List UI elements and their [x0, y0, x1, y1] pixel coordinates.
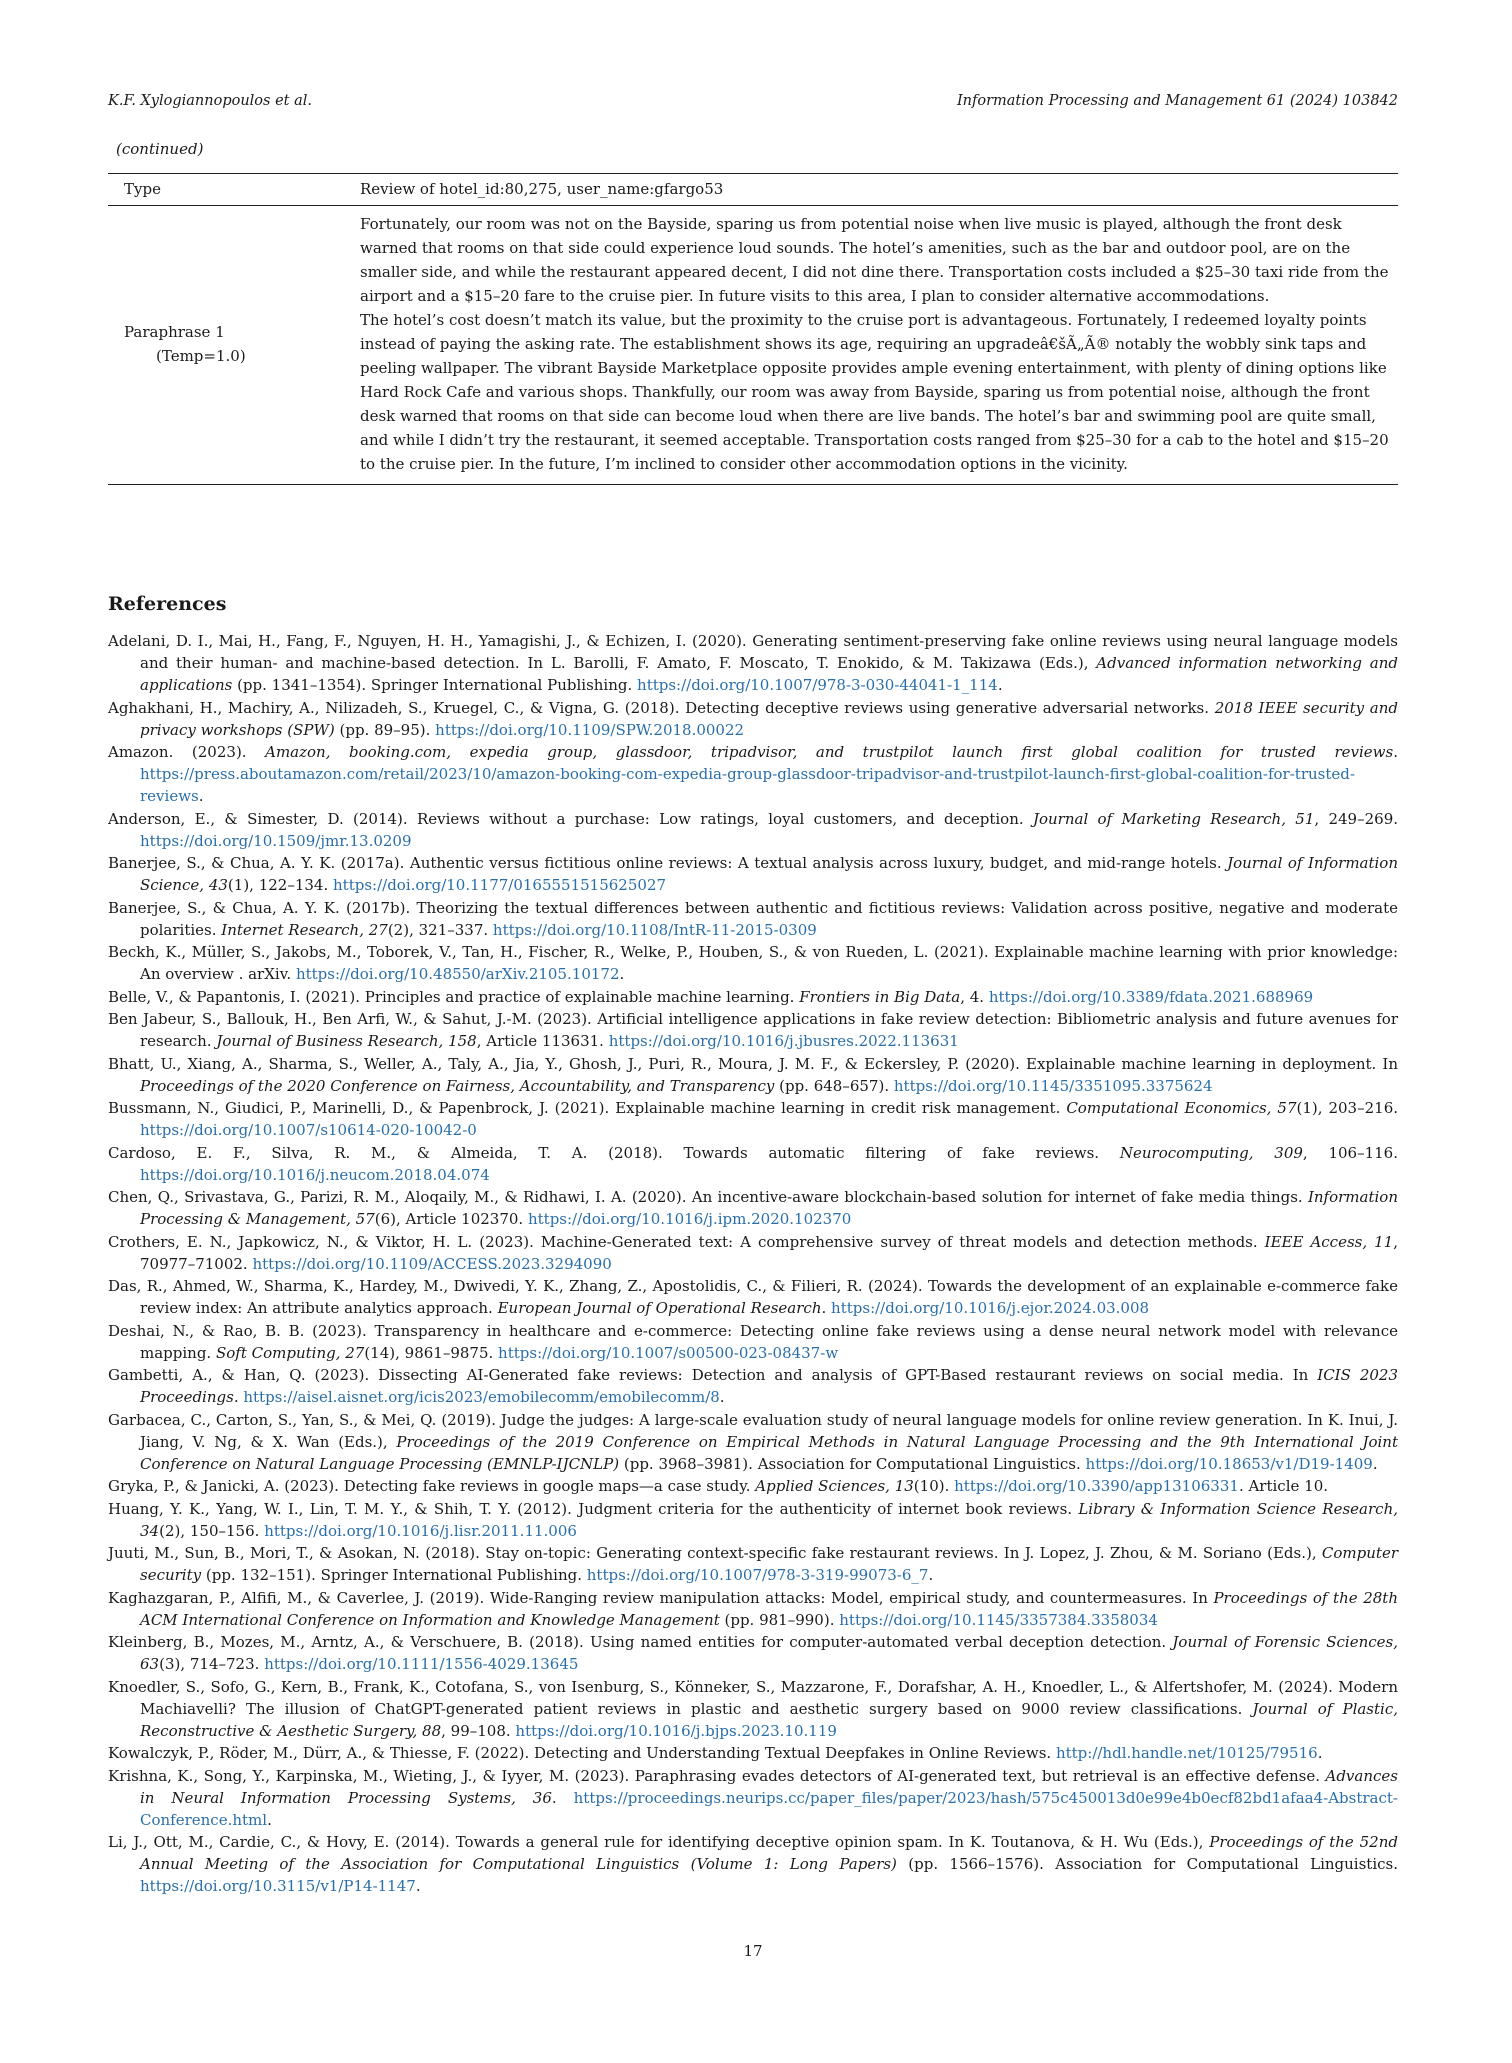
reference-doi-link[interactable]: https://doi.org/10.1016/j.neucom.2018.04.074	[140, 1165, 490, 1184]
reference-item	[108, 1364, 1398, 1408]
reference-details: (1), 203–216.	[1296, 1099, 1399, 1117]
reference-doi-link[interactable]: https://doi.org/10.1509/jmr.13.0209	[140, 831, 412, 850]
reference-doi-link[interactable]: https://doi.org/10.48550/arXiv.2105.10172	[295, 965, 620, 983]
reference-item	[108, 1053, 1398, 1097]
reference-doi-link[interactable]: https://doi.org/10.3390/app13106331	[954, 1477, 1239, 1495]
reference-item	[108, 1186, 1398, 1230]
reference-source-title: Frontiers in Big Data	[799, 987, 961, 1006]
reference-doi-link[interactable]: https://doi.org/10.1177/0165551515625027	[333, 876, 667, 894]
reference-doi-link[interactable]: https://doi.org/10.1007/s10614-020-10042-0	[140, 1121, 477, 1139]
reference-text: Belle, V., & Papantonis, I. (2021). Principles and practice of explainable machine learning.	[108, 987, 800, 1006]
reference-details: , 70977–71002.	[140, 1232, 1398, 1273]
reference-text: Banerjee, S., & Chua, A. Y. K. (2017b). Theorizing the textual differences between authentic and fictitious reviews: Validation across positive, negative and moderate polarities.	[108, 898, 1398, 939]
reference-details: (2), 321–337.	[387, 920, 493, 939]
reference-text: Deshai, N., & Rao, B. B. (2023). Transparency in healthcare and e-commerce: Detecting online fake reviews using a dense neural network model with relevance mapping.	[108, 1321, 1398, 1362]
reference-end: .	[267, 1810, 272, 1829]
reference-source-title: Library & Information Science Research, 34	[140, 1499, 1398, 1540]
reference-details: (6), Article 102370.	[374, 1210, 528, 1228]
reference-source-title: ICIS 2023 Proceedings	[140, 1366, 1399, 1406]
reference-source-title: Amazon, booking.com, expedia group, glassdoor, tripadvisor, and trustpilot launch first global coalition for trusted reviews	[265, 743, 1394, 761]
reference-text: Ben Jabeur, S., Ballouk, H., Ben Arfi, W., & Sahut, J.-M. (2023). Artificial intelligence applications in fake review detection: Bibliometric analysis and future avenues for research.	[108, 1010, 1398, 1050]
reference-item	[108, 1587, 1398, 1631]
reference-text: Garbacea, C., Carton, S., Yan, S., & Mei, Q. (2019). Judge the judges: A large-scale evaluation study of neural language models for online review generation. In K. Inui, J. Jiang, V. Ng, & X. Wan (Eds.),	[108, 1410, 1398, 1451]
running-head	[108, 93, 1398, 115]
column-header-type: Type	[124, 180, 161, 198]
reference-text: Bhatt, U., Xiang, A., Sharma, S., Weller, A., Taly, A., Jia, Y., Ghosh, J., Puri, R., Moura, J. M. F., & Eckersley, P. (2020). Explainable machine learning in deployment. In	[108, 1054, 1398, 1073]
reference-doi-link[interactable]: https://doi.org/10.1016/j.ejor.2024.03.008	[831, 1299, 1150, 1317]
reference-doi-link[interactable]: https://doi.org/10.1145/3357384.3358034	[839, 1610, 1158, 1629]
reference-doi-link[interactable]: https://press.aboutamazon.com/retail/2023/10/amazon-booking-com-expedia-group-glassdoor-tripadvisor-and-trustpilot-launch-first-global-coalition-for-trusted-reviews	[140, 765, 1355, 805]
table-row	[108, 206, 1398, 485]
reference-doi-link[interactable]: https://aisel.aisnet.org/icis2023/emobilecomm/emobilecomm/8	[243, 1388, 720, 1406]
reference-item	[108, 986, 1398, 1008]
reference-source-title: 2018 IEEE security and privacy workshops (SPW)	[140, 698, 1398, 739]
reference-item	[108, 897, 1398, 941]
table-continued-label: (continued)	[116, 140, 204, 158]
reference-source-title: Journal of Forensic Sciences, 63	[140, 1633, 1398, 1673]
reference-doi-link[interactable]: https://doi.org/10.1016/j.ipm.2020.102370	[527, 1210, 852, 1228]
reference-end: .	[719, 1388, 725, 1406]
reference-end: . Article 10.	[1238, 1477, 1328, 1495]
reference-text: Cardoso, E. F., Silva, R. M., & Almeida, T. A. (2018). Towards automatic filtering of fake reviews.	[108, 1143, 1120, 1162]
reference-item	[108, 1231, 1398, 1275]
reference-end: .	[997, 676, 1003, 694]
reference-details: , 249–269.	[1314, 809, 1398, 828]
reference-details: (pp. 981–990).	[719, 1610, 840, 1629]
reference-item	[108, 697, 1398, 741]
reference-end: .	[619, 965, 625, 983]
reference-item	[108, 1676, 1398, 1742]
type-cell	[108, 206, 360, 485]
reference-details: , Article 113631.	[476, 1032, 609, 1050]
reference-doi-link[interactable]: https://doi.org/10.1111/1556-4029.13645	[264, 1655, 579, 1673]
reference-text: Das, R., Ahmed, W., Sharma, K., Hardey, M., Dwivedi, Y. K., Zhang, Z., Apostolidis, C., & Filieri, R. (2024). Towards the development of an explainable e-commerce fake review index: An attribute analytics approach.	[108, 1277, 1398, 1317]
reference-doi-link[interactable]: https://doi.org/10.1016/j.lisr.2011.11.006	[264, 1521, 577, 1540]
reference-doi-link[interactable]: https://proceedings.neurips.cc/paper_files/paper/2023/hash/575c450013d0e99e4b0ecf82bd1afaa4-Abstract-Conference.html	[140, 1788, 1398, 1829]
review-paragraph-2: The hotel’s cost doesn’t match its value, but the proximity to the cruise port is advantageous. Fortunately, I redeemed loyalty points instead of paying the asking rate. The establishment shows its age, requiring an upgradeâ€šÃ„Ã® notably the wobbly sink taps and peeling wallpaper. The vibrant Bayside Marketplace opposite provides ample evening entertainment, with plenty of dining options like Hard Rock Cafe and various shops. Thankfully, our room was away from Bayside, sparing us from potential noise, although the front desk warned that rooms on that side can become loud when there are live bands. The hotel’s bar and swimming pool are quite small, and while I didn’t try the restaurant, it seemed acceptable. Transportation costs ranged from $25–30 for a cab to the hotel and $15–20 to the cruise pier. In the future, I’m inclined to consider other accommodation options in the vicinity.	[360, 311, 1389, 473]
reference-item	[108, 1142, 1398, 1186]
reference-source-title: Computational Economics, 57	[1066, 1099, 1297, 1117]
running-head-journal: Information Processing and Management 61 (2024) 103842	[956, 93, 1398, 109]
reference-item	[108, 1831, 1398, 1897]
reference-text: Aghakhani, H., Machiry, A., Nilizadeh, S., Kruegel, C., & Vigna, G. (2018). Detecting deceptive reviews using generative adversarial networks.	[108, 698, 1215, 717]
reference-doi-link[interactable]: https://doi.org/10.1108/IntR-11-2015-0309	[492, 920, 817, 939]
reference-source-title: Journal of Plastic, Reconstructive & Aesthetic Surgery, 88	[140, 1699, 1398, 1740]
reference-text: Juuti, M., Sun, B., Mori, T., & Asokan, N. (2018). Stay on-topic: Generating context-specific fake restaurant reviews. In J. Lopez, J. Zhou, & M. Soriano (Eds.),	[108, 1544, 1322, 1562]
reference-item	[108, 1475, 1398, 1497]
reference-text: Adelani, D. I., Mai, H., Fang, F., Nguyen, H. H., Yamagishi, J., & Echizen, I. (2020). Generating sentiment-preserving fake online reviews using neural language models and their human- and machine-based detection. In L. Barolli, F. Amato, F. Moscato, T. Enokido, & M. Takizawa (Eds.),	[108, 632, 1398, 672]
reference-doi-link[interactable]: https://doi.org/10.1007/978-3-030-44041-1_114	[637, 676, 998, 694]
reference-doi-link[interactable]: https://doi.org/10.1109/SPW.2018.00022	[435, 720, 745, 739]
reference-source-title: Advances in Neural Information Processing Systems, 36	[140, 1766, 1398, 1807]
reference-source-title: European Journal of Operational Research	[497, 1299, 822, 1317]
reference-list	[108, 630, 1398, 1898]
reference-details: (pp. 648–657).	[774, 1076, 894, 1095]
reference-end: .	[928, 1566, 934, 1584]
reference-source-title: Proceedings of the 2019 Conference on Empirical Methods in Natural Language Processing and the 9th International Joint Conference on Natural Language Processing (EMNLP-IJCNLP)	[140, 1432, 1398, 1473]
review-paraphrase-table	[108, 173, 1398, 485]
reference-details: (pp. 132–151). Springer International Publishing.	[201, 1566, 587, 1584]
type-label: Paraphrase 1	[124, 323, 225, 341]
reference-item	[108, 741, 1398, 807]
reference-text: Anderson, E., & Simester, D. (2014). Reviews without a purchase: Low ratings, loyal customers, and deception.	[108, 809, 1033, 828]
reference-item	[108, 1765, 1398, 1831]
reference-doi-link[interactable]: https://doi.org/10.18653/v1/D19-1409	[1085, 1454, 1373, 1473]
temperature-label: (Temp=1.0)	[156, 347, 246, 365]
table-header-row	[108, 174, 1398, 206]
reference-item	[108, 852, 1398, 896]
reference-item	[108, 1542, 1398, 1586]
reference-details: , 106–116.	[1302, 1143, 1398, 1162]
reference-details: , 4.	[960, 987, 989, 1006]
reference-details: , 99–108.	[441, 1721, 516, 1740]
reference-text: Kaghazgaran, P., Alfifi, M., & Caverlee, J. (2019). Wide-Ranging review manipulation attacks: Model, empirical study, and countermeasures. In	[108, 1588, 1214, 1607]
reference-details: (3), 714–723.	[159, 1655, 265, 1673]
reference-doi-link[interactable]: https://doi.org/10.3115/v1/P14-1147	[140, 1877, 416, 1895]
running-head-authors: K.F. Xylogiannopoulos et al.	[108, 93, 312, 109]
reference-doi-link[interactable]: https://doi.org/10.1016/j.bjps.2023.10.119	[515, 1721, 837, 1740]
reference-doi-link[interactable]: https://doi.org/10.1007/978-3-319-99073-6_7	[586, 1566, 929, 1584]
reference-details: (pp. 1566–1576). Association for Computational Linguistics.	[896, 1855, 1398, 1873]
reference-doi-link[interactable]: https://doi.org/10.1145/3351095.3375624	[893, 1076, 1213, 1095]
column-header-review: Review of hotel_id:80,275, user_name:gfargo53	[360, 180, 724, 198]
reference-details: .	[1393, 743, 1398, 761]
reference-text: Gambetti, A., & Han, Q. (2023). Dissecting AI-Generated fake reviews: Detection and analysis of GPT-Based restaurant reviews on social media. In	[108, 1366, 1318, 1384]
reference-item	[108, 941, 1398, 985]
reference-source-title: Proceedings of the 2020 Conference on Fairness, Accountability, and Transparency	[140, 1076, 775, 1095]
reference-text: Gryka, P., & Janicki, A. (2023). Detecting fake reviews in google maps—a case study.	[108, 1477, 756, 1495]
reference-text: Beckh, K., Müller, S., Jakobs, M., Toborek, V., Tan, H., Fischer, R., Welke, P., Houben, S., & von Rueden, L. (2021). Explainable machine learning with prior knowledge: An overview . arXiv.	[108, 943, 1398, 983]
page-number: 17	[743, 1942, 763, 1960]
reference-source-title: IEEE Access, 11	[1264, 1232, 1394, 1251]
reference-item	[108, 1631, 1398, 1675]
reference-item	[108, 1275, 1398, 1319]
reference-doi-link[interactable]: https://doi.org/10.3389/fdata.2021.688969	[988, 987, 1314, 1006]
reference-doi-link[interactable]: http://hdl.handle.net/10125/79516	[1055, 1744, 1318, 1762]
reference-item	[108, 630, 1398, 696]
reference-text: Amazon. (2023).	[108, 743, 266, 761]
reference-item	[108, 1320, 1398, 1364]
reference-doi-link[interactable]: https://doi.org/10.1016/j.jbusres.2022.113631	[608, 1032, 959, 1050]
reference-text: Li, J., Ott, M., Cardie, C., & Hovy, E. (2014). Towards a general rule for identifying deceptive opinion spam. In K. Toutanova, & H. Wu (Eds.),	[108, 1833, 1210, 1851]
review-text-cell	[360, 206, 1398, 485]
reference-text: Huang, Y. K., Yang, W. I., Lin, T. M. Y., & Shih, T. Y. (2012). Judgment criteria for the authenticity of internet book reviews.	[108, 1499, 1079, 1518]
review-paragraph-1: Fortunately, our room was not on the Bayside, sparing us from potential noise when live music is played, although the front desk warned that rooms on that side could experience loud sounds. The hotel’s amenities, such as the bar and outdoor pool, are on the smaller side, and while the restaurant appeared decent, I did not dine there. Transportation costs included a $25–30 taxi ride from the airport and a $15–20 fare to the cruise pier. In future visits to this area, I plan to consider alternative accommodations.	[360, 215, 1389, 305]
reference-details: .	[233, 1388, 244, 1406]
reference-details: (pp. 3968–3981). Association for Computational Linguistics.	[619, 1454, 1086, 1473]
reference-source-title: Journal of Marketing Research, 51	[1032, 809, 1315, 828]
reference-text: Knoedler, S., Sofo, G., Kern, B., Frank, K., Cotofana, S., von Isenburg, S., Könneker, S., Mazzarone, F., Dorafshar, A. H., Knoedler, L., & Alfertshofer, M. (2024). Modern Machiavelli? The illusion of ChatGPT-generated patient reviews in plastic and aesthetic surgery based on 9000 review classifications.	[108, 1677, 1398, 1718]
reference-source-title: Neurocomputing, 309	[1119, 1143, 1303, 1162]
reference-details: (2), 150–156.	[159, 1521, 265, 1540]
reference-item	[108, 1097, 1398, 1141]
reference-text: Kowalczyk, P., Röder, M., Dürr, A., & Thiesse, F. (2022). Detecting and Understanding Textual Deepfakes in Online Reviews.	[108, 1744, 1056, 1762]
references-heading: References	[108, 592, 227, 615]
reference-text: Krishna, K., Song, Y., Karpinska, M., Wieting, J., & Iyyer, M. (2023). Paraphrasing evades detectors of AI-generated text, but retrieval is an effective defense.	[108, 1766, 1326, 1785]
reference-source-title: Computer security	[140, 1544, 1398, 1584]
reference-text: Bussmann, N., Giudici, P., Marinelli, D., & Papenbrock, J. (2021). Explainable machine learning in credit risk management.	[108, 1099, 1067, 1117]
reference-details: .	[551, 1788, 574, 1807]
reference-item	[108, 1409, 1398, 1475]
reference-source-title: Soft Computing, 27	[215, 1343, 365, 1362]
reference-item	[108, 808, 1398, 852]
reference-source-title: Journal of Information Science, 43	[140, 854, 1398, 894]
reference-end: .	[1372, 1454, 1378, 1473]
reference-end: .	[1317, 1744, 1323, 1762]
reference-details: (1), 122–134.	[227, 876, 334, 894]
reference-source-title: Information Processing & Management, 57	[140, 1188, 1398, 1228]
reference-item	[108, 1742, 1398, 1764]
reference-source-title: Internet Research, 27	[221, 920, 388, 939]
reference-end: .	[415, 1877, 421, 1895]
reference-details: (pp. 1341–1354). Springer International Publishing.	[232, 676, 638, 694]
reference-end: .	[198, 787, 204, 805]
reference-details: (pp. 89–95).	[334, 720, 436, 739]
reference-source-title: Journal of Business Research, 158	[216, 1032, 477, 1050]
reference-details: (14), 9861–9875.	[364, 1343, 499, 1362]
reference-text: Crothers, E. N., Japkowicz, N., & Viktor, H. L. (2023). Machine-Generated text: A comprehensive survey of threat models and detection methods.	[108, 1232, 1265, 1251]
reference-item	[108, 1008, 1398, 1052]
reference-source-title: Applied Sciences, 13	[755, 1477, 914, 1495]
reference-source-title: Proceedings of the 52nd Annual Meeting of the Association for Computational Linguistics (Volume 1: Long Papers)	[140, 1833, 1398, 1873]
reference-text: Kleinberg, B., Mozes, M., Arntz, A., & Verschuere, B. (2018). Using named entities for computer-automated verbal deception detection.	[108, 1633, 1173, 1651]
reference-doi-link[interactable]: https://doi.org/10.1109/ACCESS.2023.3294090	[252, 1254, 612, 1273]
reference-item	[108, 1498, 1398, 1542]
reference-text: Banerjee, S., & Chua, A. Y. K. (2017a). Authentic versus fictitious online reviews: A textual analysis across luxury, budget, and mid-range hotels.	[108, 854, 1228, 872]
reference-doi-link[interactable]: https://doi.org/10.1007/s00500-023-08437-w	[498, 1343, 839, 1362]
reference-source-title: Proceedings of the 28th ACM International Conference on Information and Knowledge Management	[140, 1588, 1398, 1629]
reference-text: Chen, Q., Srivastava, G., Parizi, R. M., Aloqaily, M., & Ridhawi, I. A. (2020). An incentive-aware blockchain-based solution for internet of fake media things.	[108, 1188, 1308, 1206]
reference-details: (10).	[913, 1477, 955, 1495]
reference-details: .	[821, 1299, 832, 1317]
reference-source-title: Advanced information networking and applications	[140, 654, 1398, 694]
